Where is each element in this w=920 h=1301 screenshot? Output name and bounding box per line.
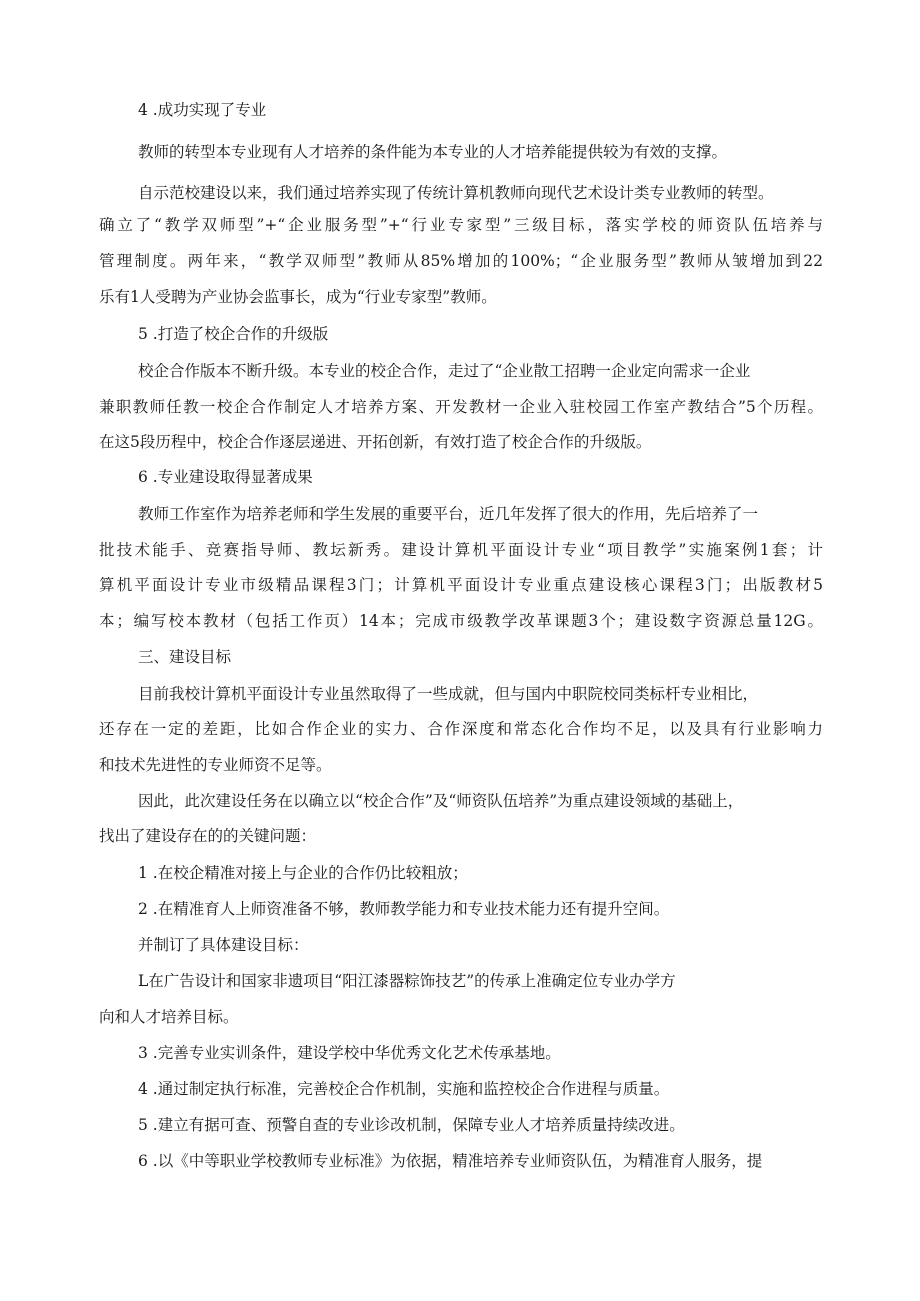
list-item-goal-3: 3 .完善专业实训条件，建设学校中华优秀文化艺术传承基地。 [138,1044,561,1062]
paragraph-line: 确立了“教学双师型”+“企业服务型”+“行业专家型”三级目标，落实学校的师资队伍培养与 [99,216,823,234]
list-item-goal-1: L在广告设计和国家非遗项目“阳江漆器粽饰技艺”的传承上准确定位专业办学方 [138,972,676,990]
list-item-problem-1: 1 .在校企精准对接上与企业的合作仍比较粗放； [138,864,468,882]
paragraph-line: 算机平面设计专业市级精品课程3门；计算机平面设计专业重点建设核心课程3门；出版教材5 [99,576,823,594]
section-heading-goals: 三、建设目标 [138,648,232,666]
list-item-goal-6: 6 .以《中等职业学校教师专业标准》为依据，精准培养专业师资队伍，为精准育人服务，提 [138,1152,763,1170]
paragraph-line: 乐有1人受聘为产业协会监事长，成为“行业专家型”教师。 [99,288,497,306]
paragraph-line: 并制订了具体建设目标： [138,936,309,954]
paragraph-line: 教师的转型本专业现有人才培养的条件能为本专业的人才培养能提供较为有效的支撑。 [138,143,728,161]
paragraph-line: 还存在一定的差距，比如合作企业的实力、合作深度和常态化合作均不足，以及具有行业影响力 [99,720,823,738]
paragraph-line: 管理制度。两年来，“教学双师型”教师从85%增加的100%；“企业服务型”教师从皱增加到22 [99,252,823,270]
paragraph-line: 教师工作室作为培养老师和学生发展的重要平台，近几年发挥了很大的作用，先后培养了一 [138,505,759,523]
heading-achievement-6: 6 .专业建设取得显著成果 [138,468,313,486]
list-item-goal-4: 4 .通过制定执行标准，完善校企合作机制，实施和监控校企合作进程与质量。 [138,1080,670,1098]
paragraph-line: 校企合作版本不断升级。本专业的校企合作，走过了“企业散工招聘一企业定向需求一企业 [138,362,751,380]
paragraph-line: 兼职教师任教一校企合作制定人才培养方案、开发教材一企业入驻校园工作室产教结合”5个历程。 [99,398,823,416]
paragraph-line: 在这5段历程中，校企合作逐层递进、开拓创新，有效打造了校企合作的升级版。 [99,433,652,451]
list-item-problem-2: 2 .在精准育人上师资准备不够，教师教学能力和专业技术能力还有提升空间。 [138,900,670,918]
paragraph-line: 目前我校计算机平面设计专业虽然取得了一些成就，但与国内中职院校同类标杆专业相比， [138,685,759,703]
paragraph-line: 批技术能手、竞赛指导师、教坛新秀。建设计算机平面设计专业“项目教学”实施案例1套；计 [99,541,823,559]
paragraph-line: 和技术先进性的专业师资不足等。 [99,756,332,774]
paragraph-line: 本；编写校本教材（包括工作页）14本；完成市级教学改革课题3个；建设数字资源总量12G。 [99,612,823,630]
paragraph-line: 找出了建设存在的的关键问题： [99,827,317,845]
heading-achievement-4: 4 .成功实现了专业 [138,101,267,119]
list-item-goal-1-continued: 向和人才培养目标。 [99,1008,239,1026]
paragraph-line: 自示范校建设以来，我们通过培养实现了传统计算机教师向现代艺术设计类专业教师的转型。 [138,184,774,202]
list-item-goal-5: 5 .建立有据可查、预警自查的专业诊改机制，保障专业人才培养质量持续改进。 [138,1116,685,1134]
heading-achievement-5: 5 .打造了校企合作的升级版 [138,325,329,343]
paragraph-line: 因此，此次建设任务在以确立以“校企合作”及“师资队伍培养”为重点建设领域的基础上， [138,792,744,810]
